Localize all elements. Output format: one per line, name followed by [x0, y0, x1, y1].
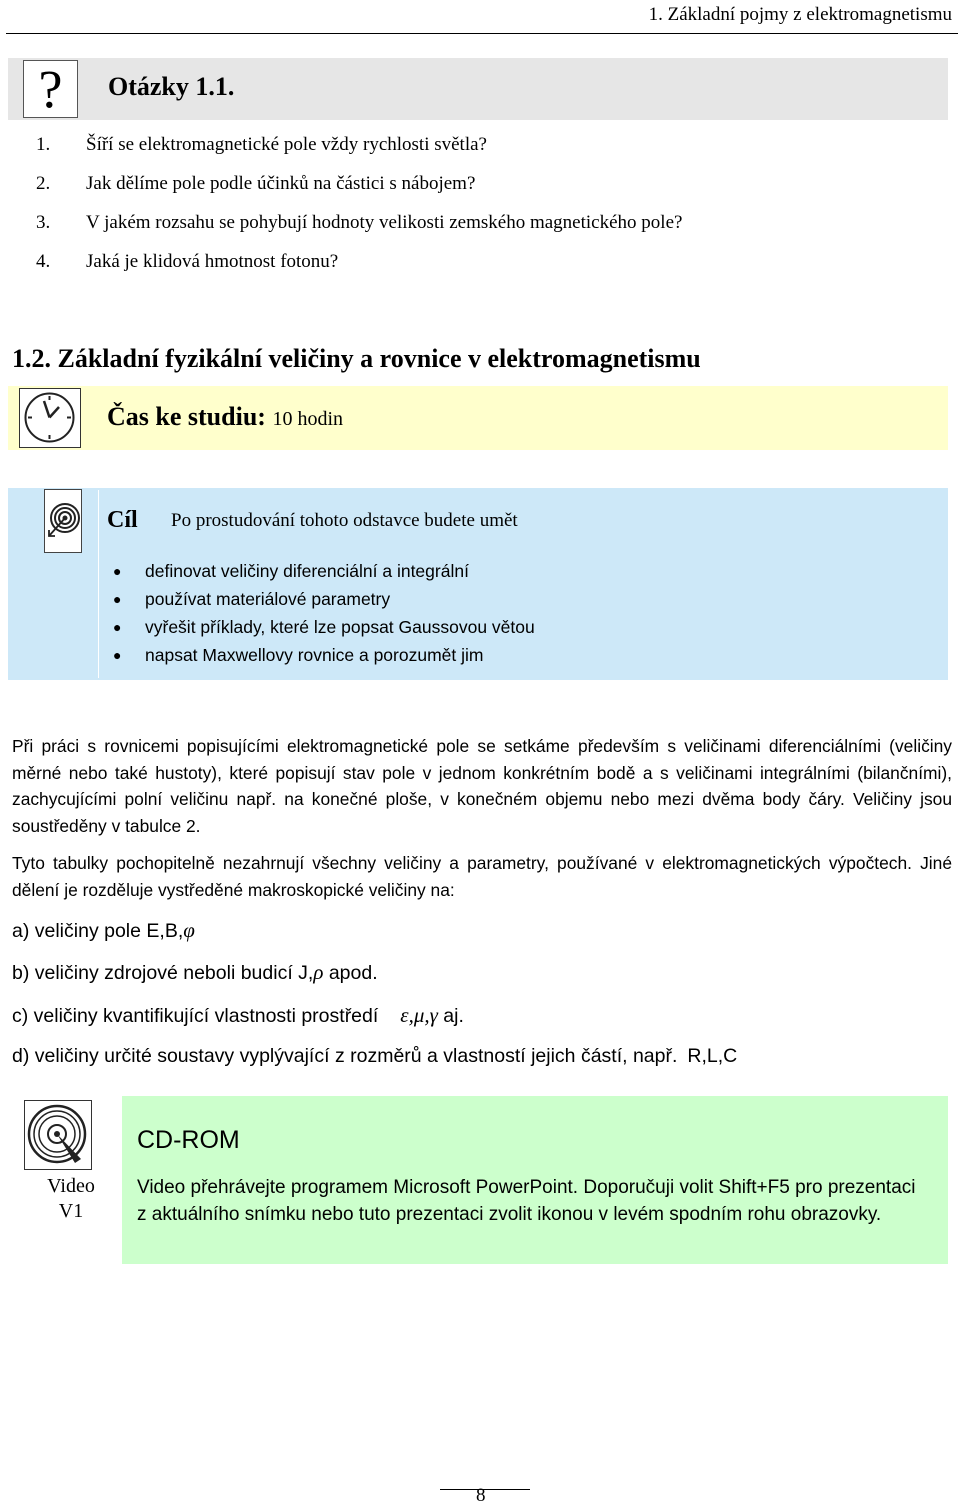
- category-item-a: [12, 916, 195, 945]
- question-mark-icon: [23, 60, 78, 118]
- study-time-label: [107, 400, 343, 436]
- bullet-icon: ●: [113, 619, 122, 635]
- video-label: [24, 1174, 118, 1224]
- goal-item-text: vyřešit příklady, které lze popsat Gaussovou větou: [145, 617, 535, 637]
- bullet-icon: ●: [113, 591, 122, 607]
- category-item-c: [12, 1001, 464, 1030]
- category-tail: apod.: [323, 962, 378, 984]
- goal-intro: Po prostudování tohoto odstavce budete umět: [171, 510, 518, 531]
- question-text: Jak dělíme pole podle účinků na částici s nábojem?: [86, 173, 476, 194]
- goal-divider: [98, 490, 99, 678]
- question-number: 2.: [36, 173, 51, 194]
- category-item-d: [12, 1042, 737, 1070]
- cd-disc-icon: [24, 1100, 92, 1170]
- clock-icon: [19, 388, 81, 448]
- running-header: 1. Základní pojmy z elektromagnetismu: [648, 4, 952, 25]
- target-icon: [44, 489, 82, 553]
- goal-item-text: používat materiálové parametry: [145, 589, 391, 609]
- video-label-line: Video: [47, 1175, 95, 1197]
- cdrom-title: CD-ROM: [137, 1126, 240, 1154]
- math-symbol: ρ: [313, 960, 324, 984]
- question-text: Jaká je klidová hmotnost fotonu?: [86, 251, 339, 272]
- goal-item-text: napsat Maxwellovy rovnice a porozumět jim: [145, 645, 484, 665]
- goal-label: Cíl: [107, 507, 138, 533]
- video-label-line: V1: [58, 1200, 84, 1222]
- body-paragraph: Tyto tabulky pochopitelně nezahrnují všechny veličiny a parametry, používané v elektromagnetických výpočtech. Jiné dělení je rozděluje vystředěné makroskopické veličiny na:: [12, 853, 952, 900]
- cdrom-text: Video přehrávejte programem Microsoft PowerPoint. Doporučuji volit Shift+F5 pro prezentaci z aktuálního snímku nebo tuto prezentaci zvolit ikonou v levém spodním rohu obrazovky.: [137, 1177, 916, 1225]
- study-time-value: 10 hodin: [272, 408, 343, 430]
- category-tail: aj.: [437, 1005, 464, 1027]
- math-symbol: φ: [183, 918, 195, 942]
- category-tail: R,L,C: [687, 1045, 738, 1067]
- question-text: Šíří se elektromagnetické pole vždy rychlosti světla?: [86, 134, 487, 155]
- question-number: 4.: [36, 251, 51, 272]
- section-title: 1.2. Základní fyzikální veličiny a rovnice v elektromagnetismu: [12, 344, 701, 373]
- question-text: V jakém rozsahu se pohybují hodnoty velikosti zemského magnetického pole?: [86, 212, 683, 233]
- page-number: 8: [476, 1485, 486, 1506]
- bullet-icon: ●: [113, 563, 122, 579]
- category-item-b: [12, 958, 378, 987]
- study-time-caption: Čas ke studiu:: [107, 402, 266, 431]
- body-paragraph: Při práci s rovnicemi popisujícími elektromagnetické pole se setkáme především s veličinami diferenciálními (veličiny měrné nebo také hustoty), které popisují stav pole v jednom konkrétním bodě a s veličinami integrálními (bilančními), zachycujícími polní veličinu např. na konečné ploše, v konečném objemu nebo mezi dvěma body čáry. Veličiny jsou soustředěny v tabulce 2.: [12, 736, 952, 836]
- questions-title: Otázky 1.1.: [108, 72, 235, 101]
- header-rule: [6, 33, 958, 34]
- math-symbol: ε,μ,γ: [400, 1003, 438, 1027]
- question-number: 3.: [36, 212, 51, 233]
- bullet-icon: ●: [113, 647, 122, 663]
- question-number: 1.: [36, 134, 51, 155]
- category-text: b) veličiny zdrojové neboli budicí J,: [12, 962, 314, 984]
- category-text: d) veličiny určité soustavy vyplývající z rozměrů a vlastností jejich částí, např.: [12, 1045, 678, 1067]
- category-text: a) veličiny pole E,B,: [12, 920, 184, 942]
- category-text: c) veličiny kvantifikující vlastnosti prostředí: [12, 1005, 379, 1027]
- goal-item-text: definovat veličiny diferenciální a integrální: [145, 561, 469, 581]
- question-mark-glyph: ?: [38, 59, 63, 119]
